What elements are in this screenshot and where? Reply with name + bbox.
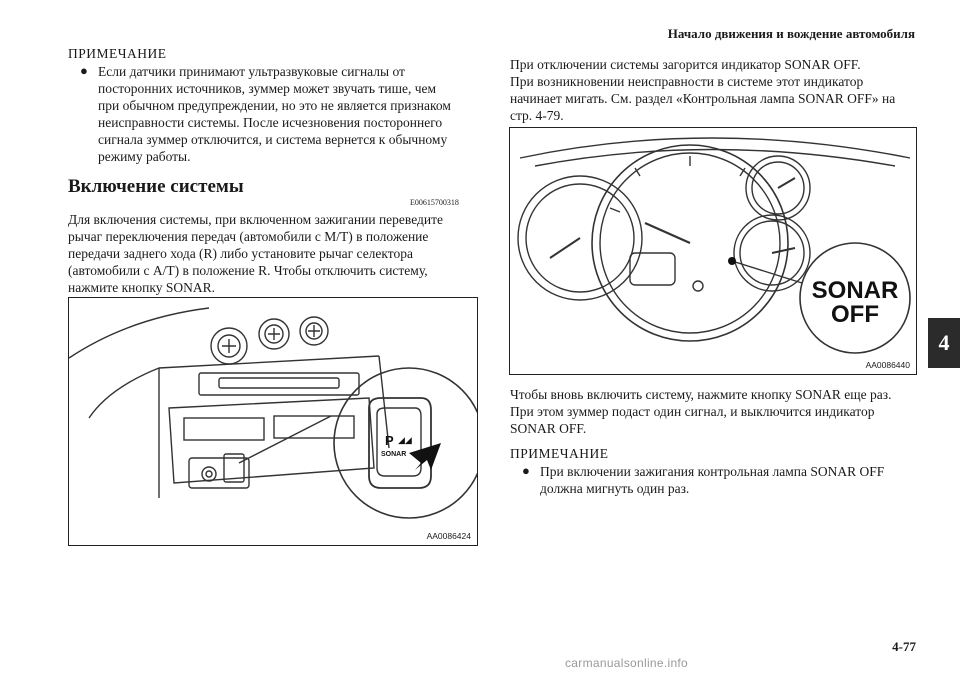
sonar-off-indicator-line1: SONAR — [811, 277, 899, 304]
note-bullet-item — [522, 463, 912, 497]
dashboard-illustration — [69, 298, 477, 545]
watermark[interactable]: carmanualsonline.info — [565, 656, 689, 670]
sonar-button-figure — [68, 297, 478, 546]
sonar-button-label: SONAR — [381, 451, 407, 458]
note-title: ПРИМЕЧАНИЕ — [68, 46, 167, 61]
section-code: E00615700318 — [410, 198, 459, 207]
chapter-tab[interactable]: 4 — [928, 318, 960, 368]
reenable-paragraph: Чтобы вновь включить систему, нажмите кнопку SONAR еще раз. При этом зуммер подаст один сигнал, и выключится индикатор SONAR OFF. — [510, 387, 892, 436]
note-text: При включении зажигания контрольная лампа SONAR OFF должна мигнуть один раз. — [540, 464, 885, 496]
sonar-off-indicator-line2: OFF — [831, 301, 879, 328]
section-paragraph: Для включения системы, при включенном зажигании переведите рычаг переключения передач (автомобили с M/T) в положение передачи заднего хода (R) либо установите рычаг селектора (автомобили с A/T) в положение R. Чтобы отключить систему, нажмите кнопку SONAR. — [68, 212, 444, 295]
instrument-cluster-illustration — [510, 128, 916, 374]
parking-sensor-icon: P — [385, 433, 394, 448]
section-heading: Включение системы — [68, 176, 244, 197]
note-bullet-item — [80, 63, 470, 165]
figure-id: AA0086440 — [865, 360, 910, 370]
sonar-off-indicator-figure — [509, 127, 917, 375]
bullet-icon: ● — [522, 463, 530, 478]
sonar-wave-icon: ◢◢ — [398, 435, 412, 445]
figure-id: AA0086424 — [426, 531, 471, 541]
indicator-paragraph: При отключении системы загорится индикатор SONAR OFF. При возникновении неисправности в системе этот индикатор начинает мигать. См. раздел «Контрольная лампа SONAR OFF» на стр. 4-79. — [510, 57, 896, 123]
note-title: ПРИМЕЧАНИЕ — [510, 446, 609, 461]
indicator-dot-icon — [728, 257, 736, 265]
press-arrow-icon — [409, 443, 441, 470]
note-text: Если датчики принимают ультразвуковые сигналы от посторонних источников, зуммер может звучать тише, чем при обычном предупреждении, но это не является признаком неисправности системы. После исчезновения постороннего сигнала зуммер отключится, и система вернется к обычному режиму работы. — [98, 64, 451, 164]
page-number: 4-77 — [892, 639, 916, 654]
running-header: Начало движения и вождение автомобиля — [667, 26, 915, 41]
bullet-icon: ● — [80, 63, 88, 78]
